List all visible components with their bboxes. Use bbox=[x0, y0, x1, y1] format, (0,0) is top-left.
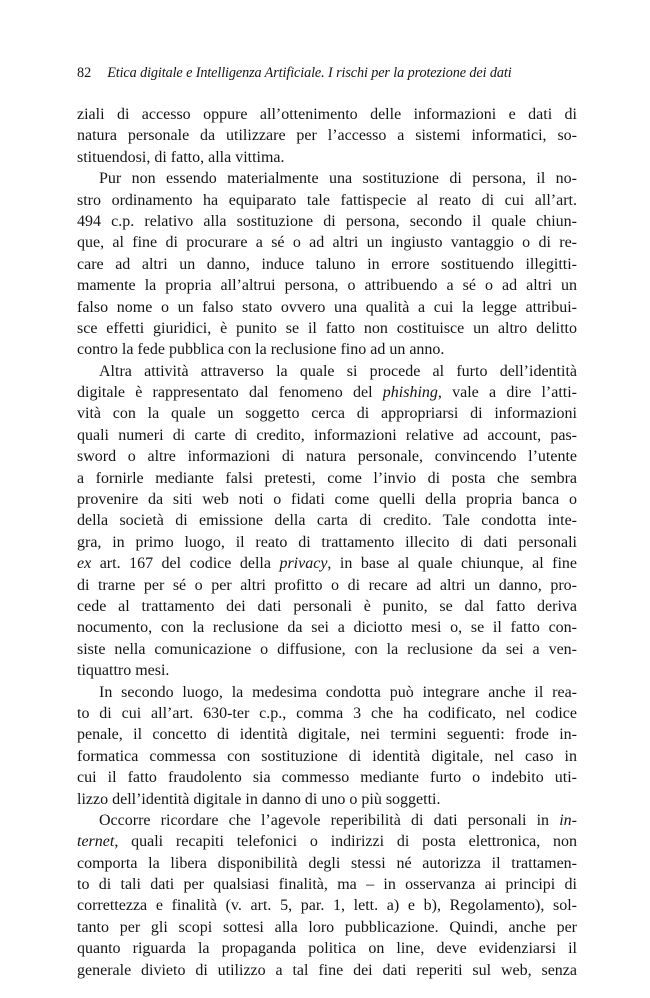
text-line bbox=[77, 639, 577, 660]
text-segment: quali numeri di carte di credito, informazioni relative ad account, pas- bbox=[77, 426, 577, 444]
text-segment: formatica commessa con sostituzione di identità digitale, nel caso in bbox=[77, 747, 577, 765]
text-line bbox=[77, 168, 577, 189]
text-line bbox=[77, 468, 577, 489]
text-line bbox=[77, 831, 577, 852]
text-segment: di trarne per sé o per altri profitto o di recare ad altri un danno, pro- bbox=[77, 576, 577, 594]
text-segment: Altra attività attraverso la quale si procede al furto dell’identità bbox=[99, 362, 577, 380]
text-line bbox=[77, 938, 577, 959]
text-segment: vità con la quale un soggetto cerca di appropriarsi di informazioni bbox=[77, 405, 577, 423]
text-line bbox=[77, 682, 577, 703]
text-segment: a fornirle mediante falsi pretesti, come l’invio di posta che sembra bbox=[77, 469, 577, 487]
text-line bbox=[77, 361, 577, 382]
text-line bbox=[77, 125, 577, 146]
text-line bbox=[77, 596, 577, 617]
text-segment: Occorre ricordare che l’agevole reperibilità di dati personali in bbox=[99, 811, 560, 829]
text-line bbox=[77, 746, 577, 767]
text-segment: to di tali dati per qualsiasi finalità, ma – in osservanza ai principi di bbox=[77, 876, 577, 894]
italic-term: in- bbox=[559, 811, 577, 829]
text-line bbox=[77, 553, 577, 574]
text-line bbox=[77, 895, 577, 916]
text-segment: 494 c.p. relativo alla sostituzione di persona, secondo il quale chiun- bbox=[77, 212, 577, 230]
text-line bbox=[77, 917, 577, 938]
text-line bbox=[77, 703, 577, 724]
text-segment: , in base al quale chiunque, al fine bbox=[327, 555, 577, 573]
text-segment: sce effetti giuridici, è punito se il fatto non costituisce un altro delitto bbox=[77, 319, 577, 337]
text-segment: tiquattro mesi. bbox=[77, 662, 170, 680]
text-segment: contro la fede pubblica con la reclusione fino ad un anno. bbox=[77, 341, 445, 359]
italic-term: phishing bbox=[382, 384, 438, 402]
body-text bbox=[77, 104, 577, 981]
text-line bbox=[77, 874, 577, 895]
text-line bbox=[77, 724, 577, 745]
text-line bbox=[77, 489, 577, 510]
text-line bbox=[77, 789, 577, 810]
page-number: 82 bbox=[77, 65, 92, 81]
text-line bbox=[77, 190, 577, 211]
text-segment: ziali di accesso oppure all’ottenimento delle informazioni e dati di bbox=[77, 106, 577, 123]
text-segment: della società di emissione della carta di credito. Tale condotta inte- bbox=[77, 512, 577, 530]
text-line bbox=[77, 425, 577, 446]
text-line bbox=[77, 660, 577, 681]
text-line bbox=[77, 104, 577, 125]
text-segment: natura personale da utilizzare per l’accesso a sistemi informatici, so- bbox=[77, 127, 577, 145]
text-line bbox=[77, 339, 577, 360]
text-segment: In secondo luogo, la medesima condotta può integrare anche il rea- bbox=[99, 683, 577, 701]
text-line bbox=[77, 767, 577, 788]
text-line bbox=[77, 532, 577, 553]
text-line bbox=[77, 446, 577, 467]
text-segment: correttezza e finalità (v. art. 5, par. 1, lett. a) e b), Regolamento), sol- bbox=[77, 897, 577, 915]
text-segment: quanto riguarda la propaganda politica on line, deve evidenziarsi il bbox=[77, 940, 577, 958]
text-segment: generale divieto di utilizzo a tal fine dei dati reperiti sul web, senza bbox=[77, 961, 577, 979]
text-segment: nocumento, con la reclusione da sei a diciotto mesi o, se il fatto con- bbox=[77, 619, 577, 637]
running-header bbox=[77, 64, 577, 82]
text-segment: , quali recapiti telefonici o indirizzi di posta elettronica, non bbox=[114, 833, 577, 851]
text-line bbox=[77, 382, 577, 403]
text-segment: que, al fine di procurare a sé o ad altri un ingiusto vantaggio o di re- bbox=[77, 234, 577, 252]
text-segment: mamente la propria all’altrui persona, o attribuendo a sé o ad altri un bbox=[77, 277, 577, 295]
text-segment: Pur non essendo materialmente una sostituzione di persona, il no- bbox=[99, 170, 577, 188]
italic-term: privacy bbox=[279, 555, 328, 573]
italic-term: ex bbox=[77, 555, 92, 573]
text-line bbox=[77, 254, 577, 275]
text-line bbox=[77, 275, 577, 296]
italic-term: ternet bbox=[77, 833, 115, 851]
text-segment: tanto per gli scopi sottesi alla loro pubblicazione. Quindi, anche per bbox=[77, 918, 577, 936]
text-segment: to di cui all’art. 630-ter c.p., comma 3 che ha codificato, nel codice bbox=[77, 704, 577, 722]
running-title: Etica digitale e Intelligenza Artificiale. I rischi per la protezione dei dati bbox=[107, 65, 512, 81]
text-segment: art. 167 del codice della bbox=[91, 555, 280, 573]
text-line bbox=[77, 810, 577, 831]
text-segment: digitale è rappresentato dal fenomeno del bbox=[77, 384, 383, 402]
text-segment: penale, il concetto di identità digitale, nei termini seguenti: frode in- bbox=[77, 726, 577, 744]
text-line bbox=[77, 297, 577, 318]
text-segment: sword o altre informazioni di natura personale, convincendo l’utente bbox=[77, 448, 577, 466]
text-segment: gra, in primo luogo, il reato di trattamento illecito di dati personali bbox=[77, 533, 577, 551]
text-segment: stituendosi, di fatto, alla vittima. bbox=[77, 148, 285, 166]
text-segment: cede al trattamento dei dati personali è punito, se dal fatto deriva bbox=[77, 597, 577, 615]
text-line bbox=[77, 147, 577, 168]
text-line bbox=[77, 211, 577, 232]
text-line bbox=[77, 232, 577, 253]
text-segment: siste nella comunicazione o diffusione, con la reclusione da sei a ven- bbox=[77, 640, 577, 658]
text-segment: care ad altri un danno, induce taluno in errore sostituendo illegitti- bbox=[77, 255, 577, 273]
text-segment: falso nome o un falso stato ovvero una qualità a cui la legge attribui- bbox=[77, 298, 577, 316]
text-segment: comporta la libera disponibilità degli stessi né autorizza il trattamen- bbox=[77, 854, 577, 872]
text-line bbox=[77, 853, 577, 874]
text-line bbox=[77, 403, 577, 424]
text-line bbox=[77, 575, 577, 596]
text-segment: , vale a dire l’atti- bbox=[437, 384, 577, 402]
text-segment: provenire da siti web noti o fidati come quelli della propria banca o bbox=[77, 491, 577, 509]
text-line bbox=[77, 318, 577, 339]
text-line bbox=[77, 617, 577, 638]
text-segment: cui il fatto fraudolento sia commesso mediante furto o indebito uti- bbox=[77, 769, 577, 787]
text-segment: lizzo dell’identità digitale in danno di uno o più soggetti. bbox=[77, 790, 441, 808]
text-line bbox=[77, 510, 577, 531]
text-segment: stro ordinamento ha equiparato tale fattispecie al reato di cui all’art. bbox=[77, 191, 577, 209]
text-line bbox=[77, 960, 577, 981]
